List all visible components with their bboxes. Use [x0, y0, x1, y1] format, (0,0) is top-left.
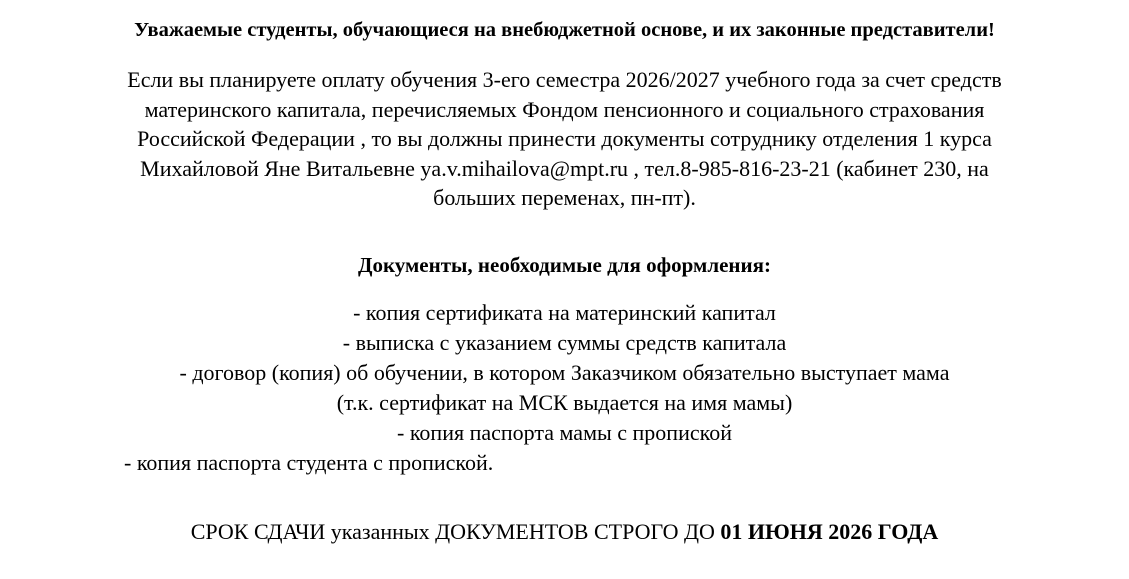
- deadline-line: [0, 519, 1129, 545]
- list-item: - копия сертификата на материнский капитал: [353, 300, 776, 325]
- documents-list: [0, 298, 1129, 478]
- list-item: - копия паспорта мамы с пропиской: [397, 420, 732, 445]
- paragraph-line: Михайловой Яне Витальевне ya.v.mihailova@mpt.ru , тел.8-985-816-23-21 (кабинет 230, на: [140, 155, 989, 181]
- paragraph-line: Если вы планируете оплату обучения 3-его семестра 2026/2027 учебного года за счет средств: [127, 67, 1002, 92]
- notice-paragraph: [0, 65, 1129, 213]
- list-item: (т.к. сертификат на МСК выдается на имя мамы): [336, 390, 793, 415]
- paragraph-line: Российской Федерации , то вы должны принести документы сотруднику отделения 1 курса: [137, 126, 992, 152]
- documents-title: Документы, необходимые для оформления:: [358, 253, 771, 277]
- paragraph-line: больших переменах, пн-пт).: [433, 185, 696, 211]
- deadline-date: 01 ИЮНЯ 2026 ГОДА: [720, 519, 939, 544]
- deadline-prefix: СРОК СДАЧИ указанных ДОКУМЕНТОВ СТРОГО ДО: [190, 519, 721, 544]
- notice-heading: Уважаемые студенты, обучающиеся на внебюджетной основе, и их законные представители!: [134, 19, 995, 41]
- list-item: - выписка с указанием суммы средств капитала: [342, 330, 787, 355]
- list-item: - договор (копия) об обучении, в котором Заказчиком обязательно выступает мама: [179, 360, 950, 385]
- paragraph-line: материнского капитала, перечисляемых Фондом пенсионного и социального страхования: [144, 96, 985, 122]
- list-item: - копия паспорта студента с пропиской.: [124, 450, 494, 475]
